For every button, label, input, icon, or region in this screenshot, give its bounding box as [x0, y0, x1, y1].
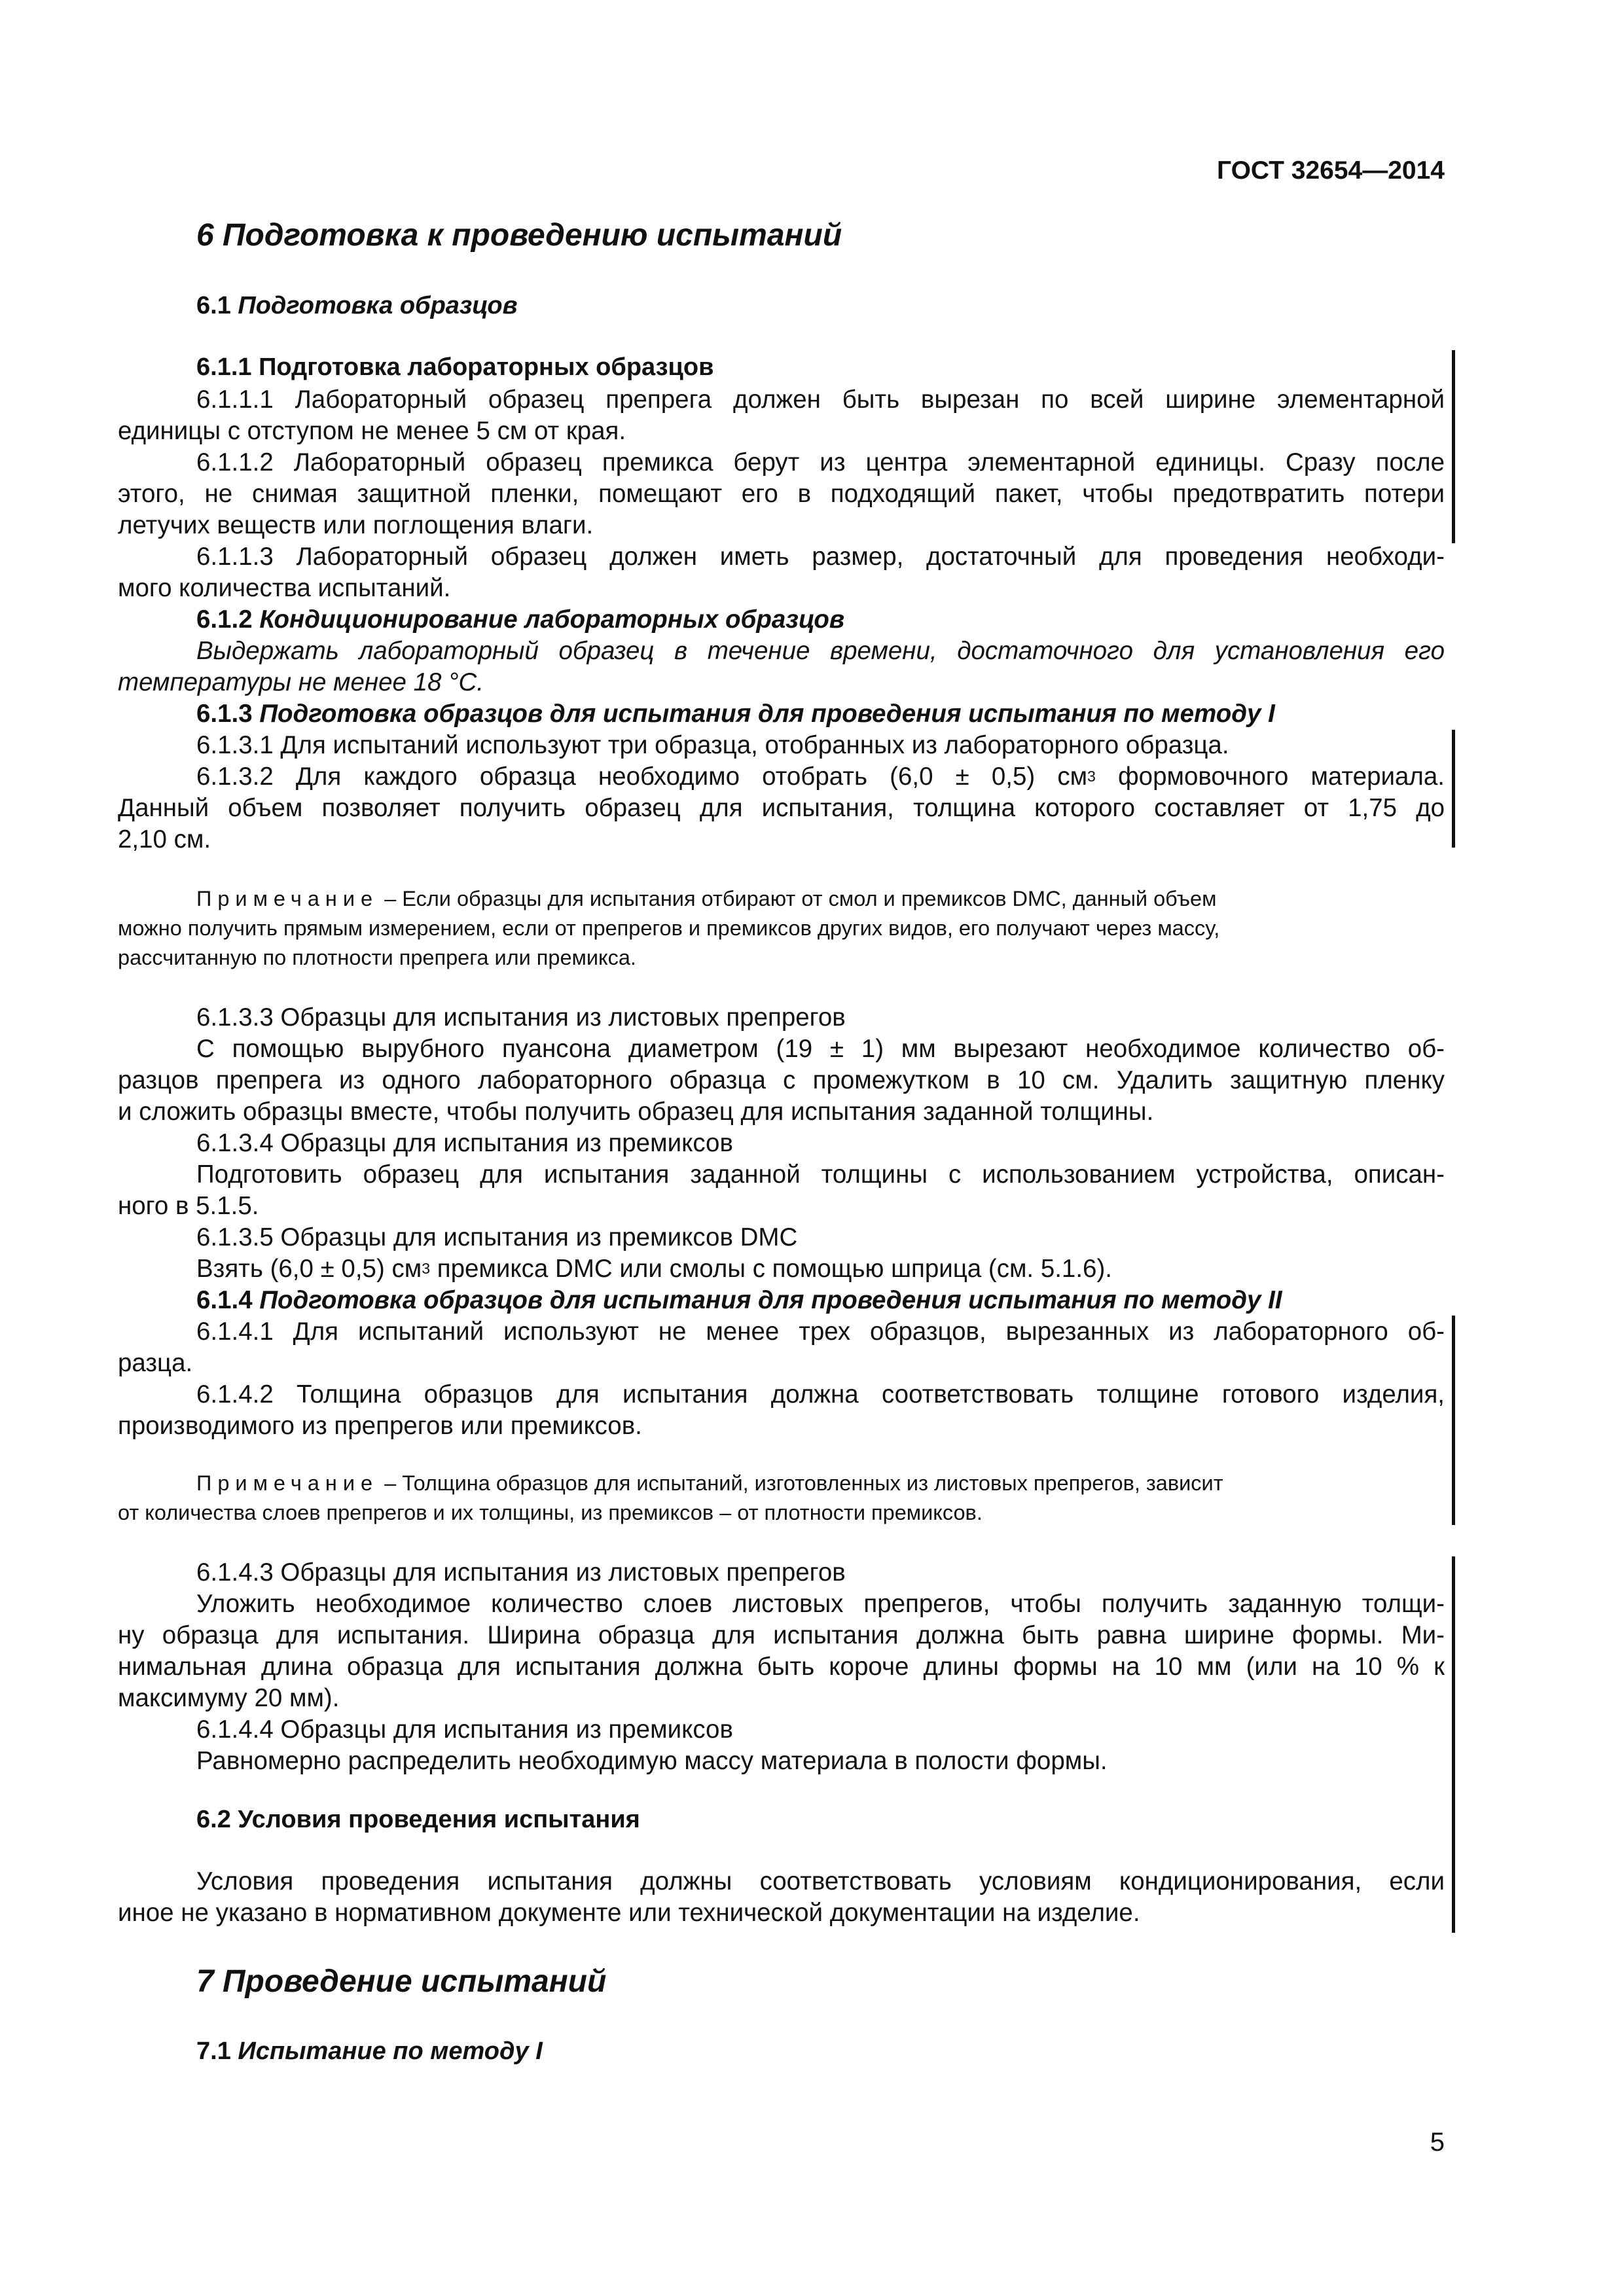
- document-code-header: ГОСТ 32654—2014: [1217, 156, 1445, 185]
- page-number: 5: [1430, 2128, 1445, 2157]
- subsection-6-1-1-heading: 6.1.1 Подготовка лабораторных образцов: [196, 353, 714, 381]
- subsection-title: Испытание по методу I: [238, 2037, 543, 2065]
- text-run: 6.1.3.2 Для каждого образца необходимо отобрать (6,0 ± 0,5) см: [196, 762, 1088, 791]
- subsection-number: 6.1.4: [196, 1286, 260, 1314]
- paragraph-line: ну образца для испытания. Ширина образца для испытания должна быть равна ширине формы. Ми-: [118, 1621, 1445, 1649]
- subsection-number: 6.1.2: [196, 605, 260, 634]
- subsection-title: Подготовка образцов для испытания для проведения испытания по методу I: [259, 700, 1275, 728]
- note-label: Примечание: [196, 887, 379, 910]
- subsection-6-1-3-heading: [196, 698, 1445, 730]
- paragraph-line: 6.1.4.2 Толщина образцов для испытания должна соответствовать толщине готового изделия,: [196, 1380, 1445, 1408]
- paragraph-line: температуры не менее 18 °С.: [118, 668, 484, 696]
- subsection-7-1-heading: [196, 2035, 543, 2068]
- paragraph-line: этого, не снимая защитной пленки, помещают его в подходящий пакет, чтобы предотвратить потери: [118, 480, 1445, 508]
- paragraph-line: летучих веществ или поглощения влаги.: [118, 511, 594, 539]
- subsection-6-2-heading: 6.2 Условия проведения испытания: [196, 1806, 640, 1833]
- paragraph-line: 6.1.1.1 Лабораторный образец препрега должен быть вырезан по всей ширине элементарной: [196, 386, 1445, 414]
- paragraph-line: С помощью вырубного пуансона диаметром (19 ± 1) мм вырезают необходимое количество об-: [196, 1035, 1445, 1063]
- subsection-number: 6.1.3: [196, 700, 260, 728]
- paragraph-line: 6.1.1.3 Лабораторный образец должен иметь размер, достаточный для проведения необходи-: [196, 543, 1445, 571]
- note-line: [196, 884, 1445, 914]
- paragraph-line: мого количества испытаний.: [118, 574, 451, 602]
- change-bar: [1452, 730, 1455, 848]
- subsection-title: Подготовка образцов для испытания для проведения испытания по методу II: [259, 1286, 1282, 1314]
- superscript: 3: [1087, 768, 1096, 785]
- subsection-6-1-heading: [196, 289, 518, 322]
- paragraph-line: и сложить образцы вместе, чтобы получить образец для испытания заданной толщины.: [118, 1098, 1154, 1126]
- subsection-number: 6.1: [196, 292, 238, 319]
- subsection-6-1-4-heading: [196, 1285, 1445, 1316]
- note-line: от количества слоев препрегов и их толщины, из премиксов – от плотности премиксов.: [118, 1501, 983, 1524]
- paragraph-line: разцов препрега из одного лабораторного образца с промежутком в 10 см. Удалить защитную пленку: [118, 1066, 1445, 1094]
- paragraph-line: Условия проведения испытания должны соответствовать условиям кондиционирования, если: [196, 1867, 1445, 1895]
- section-7-heading: 7 Проведение испытаний: [196, 1964, 607, 1999]
- paragraph-line: [196, 761, 1445, 793]
- paragraph-line: максимуму 20 мм).: [118, 1684, 340, 1712]
- note-line: можно получить прямым измерением, если от препрегов и премиксов других видов, его получают через массу,: [118, 916, 1220, 940]
- note-line: [196, 1469, 1445, 1498]
- item-heading: 6.1.3.5 Образцы для испытания из премиксов DMC: [196, 1223, 798, 1251]
- item-heading: 6.1.3.4 Образцы для испытания из премиксов: [196, 1129, 733, 1157]
- superscript: 3: [422, 1260, 431, 1278]
- change-bar: [1452, 1316, 1455, 1525]
- paragraph-line: нимальная длина образца для испытания должна быть короче длины формы на 10 мм (или на 10 % к: [118, 1653, 1445, 1681]
- paragraph-line: 6.1.3.1 Для испытаний используют три образца, отобранных из лабораторного образца.: [196, 731, 1229, 759]
- paragraph-line: разца.: [118, 1349, 193, 1377]
- subsection-6-1-2-heading: [196, 604, 1445, 636]
- paragraph-line: ного в 5.1.5.: [118, 1192, 259, 1220]
- note-line: рассчитанную по плотности препрега или премикса.: [118, 946, 636, 969]
- paragraph-line: Уложить необходимое количество слоев листовых препрегов, чтобы получить заданную толщи-: [196, 1590, 1445, 1618]
- paragraph-line: единицы с отступом не менее 5 см от края.: [118, 417, 626, 445]
- section-6-heading: 6 Подготовка к проведению испытаний: [196, 218, 842, 253]
- note-text: – Если образцы для испытания отбирают от смол и премиксов DMC, данный объем: [378, 887, 1217, 910]
- subsection-title: Кондиционирование лабораторных образцов: [259, 605, 845, 634]
- paragraph-line: Данный объем позволяет получить образец для испытания, толщина которого составляет от 1,75 до: [118, 794, 1445, 822]
- change-bar: [1452, 350, 1455, 543]
- note-text: – Толщина образцов для испытаний, изготовленных из листовых препрегов, зависит: [378, 1471, 1223, 1495]
- paragraph-line: 6.1.4.1 Для испытаний используют не менее трех образцов, вырезанных из лабораторного об-: [196, 1318, 1445, 1346]
- paragraph-line: Равномерно распределить необходимую массу материала в полости формы.: [196, 1747, 1108, 1775]
- item-heading: 6.1.3.3 Образцы для испытания из листовых препрегов: [196, 1003, 846, 1031]
- text-run: формовочного материала.: [1095, 762, 1445, 791]
- paragraph-line: 6.1.1.2 Лабораторный образец премикса берут из центра элементарной единицы. Сразу после: [196, 448, 1445, 476]
- subsection-number: 7.1: [196, 2037, 238, 2065]
- text-run: Взять (6,0 ± 0,5) см: [196, 1255, 422, 1283]
- item-heading: 6.1.4.3 Образцы для испытания из листовых препрегов: [196, 1558, 846, 1587]
- paragraph-line: 2,10 см.: [118, 825, 211, 853]
- item-heading: 6.1.4.4 Образцы для испытания из премиксов: [196, 1715, 733, 1744]
- paragraph-line: Подготовить образец для испытания заданной толщины с использованием устройства, описан-: [196, 1160, 1445, 1189]
- paragraph-line: производимого из препрегов или премиксов.: [118, 1412, 642, 1440]
- paragraph-line: иное не указано в нормативном документе или технической документации на изделие.: [118, 1899, 1140, 1927]
- paragraph-line: Выдержать лабораторный образец в течение времени, достаточного для установления его: [196, 637, 1445, 665]
- paragraph-line: [196, 1253, 1445, 1285]
- text-run: премикса DMC или смолы с помощью шприца (см. 5.1.6).: [430, 1255, 1112, 1283]
- note-label: Примечание: [196, 1471, 379, 1495]
- subsection-title: Подготовка образцов: [238, 292, 518, 319]
- change-bar: [1452, 1556, 1455, 1933]
